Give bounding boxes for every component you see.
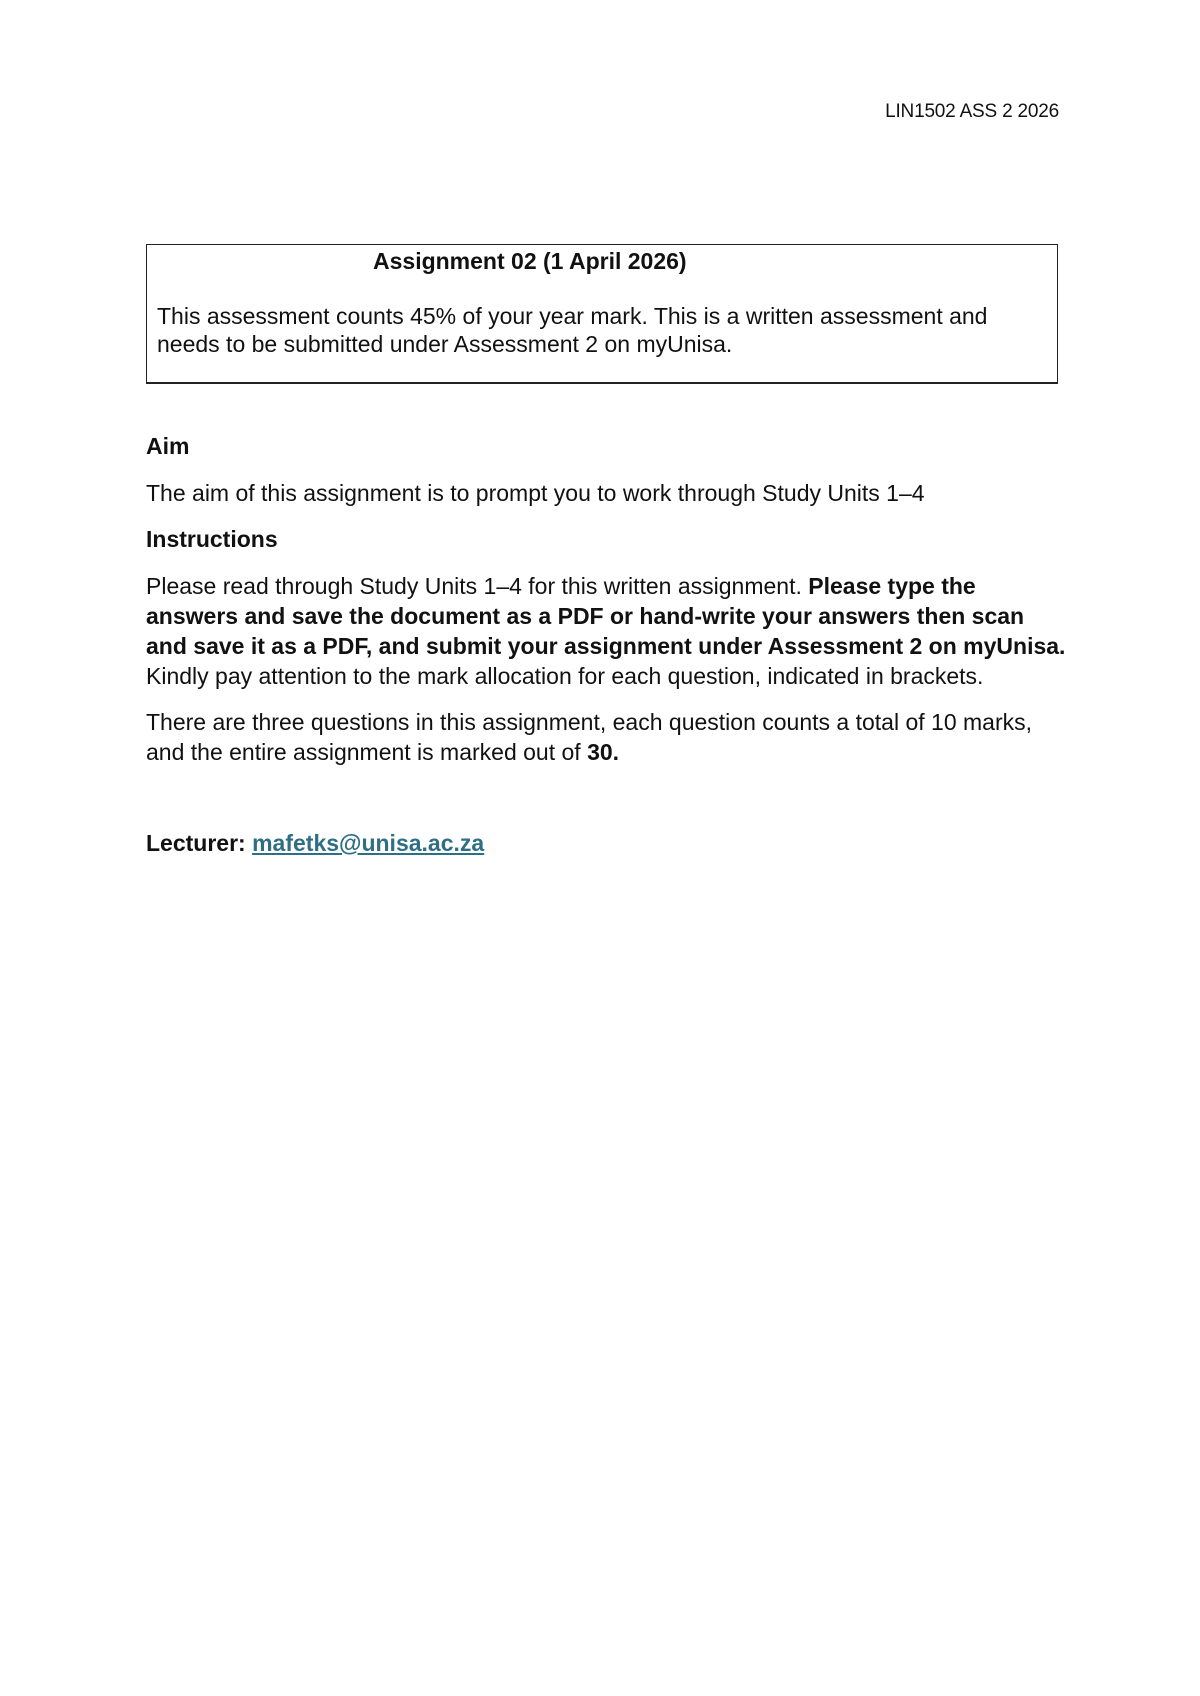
- aim-heading: Aim: [146, 433, 190, 459]
- total-marks: 30.: [587, 739, 620, 765]
- lecturer-line: [146, 828, 1066, 858]
- aim-text: The aim of this assignment is to prompt you to work through Study Units 1–4: [146, 480, 925, 506]
- instructions-paragraph: [146, 571, 1066, 691]
- lecturer-email-link[interactable]: mafetks@unisa.ac.za: [252, 830, 485, 856]
- instructions-heading: Instructions: [146, 526, 278, 552]
- marks-paragraph: [146, 707, 1066, 767]
- instructions-text-start: Please read through Study Units 1–4 for this written assignment.: [146, 573, 809, 599]
- instructions-text-bold: Please type the answers and save the document as a PDF or hand-write your answers then scan and save it as a PDF, and submit your assignment under Assessment 2 on myUnisa.: [146, 573, 1066, 659]
- lecturer-label: Lecturer:: [146, 830, 253, 856]
- marks-text: There are three questions in this assignment, each question counts a total of 10 marks, and the entire assignment is marked out of: [146, 709, 1032, 765]
- document-body: [146, 431, 1066, 858]
- instructions-text-end: Kindly pay attention to the mark allocation for each question, indicated in brackets.: [146, 663, 984, 689]
- assessment-notice-box: [146, 244, 1058, 384]
- assignment-title: Assignment 02 (1 April 2026): [373, 248, 687, 274]
- page-header-code: LIN1502 ASS 2 2026: [885, 101, 1059, 122]
- assessment-notice-text: This assessment counts 45% of your year mark. This is a written assessment and needs to be submitted under Assessment 2 on myUnisa.: [157, 303, 988, 357]
